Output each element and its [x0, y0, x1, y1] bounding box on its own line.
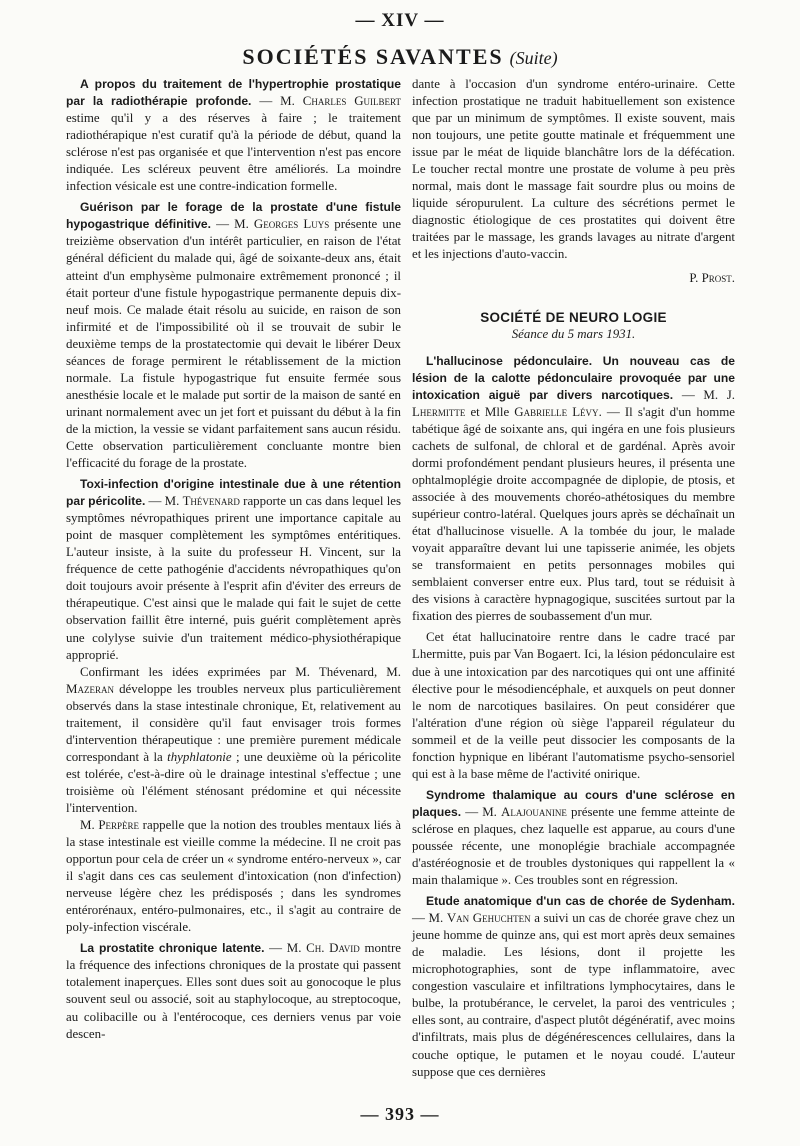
author-name: Thévenard: [182, 494, 240, 509]
author-name: Charles Guilbert: [302, 94, 402, 109]
article-toxi-infection: [66, 476, 401, 664]
author-name: Gabrielle Lévy: [514, 404, 599, 419]
text-run: M.: [80, 818, 99, 833]
right-column: [412, 76, 735, 1081]
session-date: Séance du 5 mars 1931.: [511, 326, 636, 341]
article-heading: Toxi-infection d'origine intestinale due à une rétention par péricolite.: [66, 477, 401, 509]
article-body: présente une femme atteinte de sclérose en plaques, chez laquelle est apparue, au cours d'une poussée récente, une monoplégie brachiale accompagnée d'astéréognosie et de troubles dystoniques qui rappellent la « main thalamique ». Ces troubles sont en régression.: [412, 804, 735, 888]
page-folio: — XIV —: [355, 10, 445, 31]
author-name: Alajouanine: [501, 804, 567, 819]
text-run: rappelle que la notion des troubles mentaux liés à la stase intestinale est vieille comme la médecine. Il ne croit pas opportun pour cela de créer un « syndrome entéro-nerveux », car il s'agit dans ces cas seulement d'intoxication (non d'infection) nerveuse légère chez les prédisposés ; dans les syndromes entérorénaux, entéro-pulmonaires, etc., il s'agit au contraire de poly-infection viscérale.: [66, 818, 401, 935]
section-title-suite: (Suite): [509, 48, 558, 68]
article-body: montre la fréquence des infections chroniques de la prostate qui passent totalement inaperçues. Elles sont dues soit au gonocoque le plus souvent seul ou associé, soit au staphylocoque, au streptocoque, au colibacille ou à l'entérocoque, ces derniers venus par voie descen-: [66, 941, 401, 1041]
article-body: présente une treizième observation d'un intérêt particulier, en raison de l'état général déficient du malade qui, âgé de soixante-deux ans, était atteint d'un emphysème pulmonaire extrêmement prononcé ; il était porteur d'une fistule hypogastrique permanente depuis dix-neuf mois. Ce malade était résolu au suicide, en raison de son infirmité et de l'impossibilité où il se trouvait de subir le deuxième temps de la prostatectomie qui devait le libérer Deux séances de forage permirent le rétablissement de la miction normale. La fistule hypogastrique fut ensuite fermée sous anesthésie locale et le malade put sortir de la maison de santé en urinant normalement avec un jet fort et puissant du début à la fin de la miction, la vessie se vidant parfaitement sans aucun résidu. Cette observation particulièrement concluante montre bien l'efficacité du forage de la prostate.: [66, 217, 401, 471]
article-heading: La prostatite chronique latente.: [80, 941, 265, 956]
left-column: [66, 76, 401, 1043]
article-heading: Etude anatomique d'un cas de chorée de Sydenham.: [426, 894, 735, 909]
article-syndrome-thalamique: [412, 787, 735, 889]
article-heading: L'hallucinose pédonculaire. Un nouveau cas de lésion de la calotte pédonculaire provoquée par une intoxication aiguë par divers narcotiques.: [412, 353, 735, 402]
text-run: ; une deuxième où la péricolite est tolérée, c'est-à-dire où le drainage intestinal s'effectue ; une troisième où l'élément sténosant prédomine et qui nécessite l'intervention.: [66, 749, 401, 815]
text-run: développe les troubles nerveux plus particulièrement observés dans la stase intestinale chronique, Et, relativement au traitement, il considère qu'il faut envisager trois formes d'intervention thérapeutique : une première purement médicale correspondant à la: [66, 681, 401, 764]
article-prostatite-latente: [66, 940, 401, 1042]
dash: — M.: [461, 804, 502, 819]
article-hallucinose: [412, 353, 735, 626]
author-name: Van Gehuchten: [446, 911, 531, 926]
author-name: Georges Luys: [253, 217, 330, 232]
society-title: SOCIÉTÉ DE NEURO LOGIE: [480, 309, 667, 325]
author-name: Ch. David: [306, 941, 360, 956]
article-body: rapporte un cas dans lequel les symptômes névropathiques prirent une importance capitale au point de masquer complètement les symptômes entéritiques. L'auteur insiste, à la suite du professeur H. Vincent, sur la fréquence de cette pathogénie d'accidents névropathiques qu'on doit toujours avoir présente à l'esprit afin d'éviter des erreurs de thérapeutique. C'est ainsi que le malade qui fait le sujet de cette observation faillit être interné, puis guérit complètement après une colylyse suivie d'un traitement médico-physiothérapique approprié.: [66, 494, 402, 662]
dash: — M. J.: [673, 387, 736, 402]
text-run: et Mlle: [465, 404, 515, 419]
article-body: . — Il s'agit d'un homme tabétique âgé de soixante ans, qui ingéra en une fois plusieurs cachets de sulfonal, de chloral et de gardénal. Après avoir dormi profondément pendant plusieurs heures, il présenta une ophtalmoplégie droite accompagnée de diplopie, de ptosis, et associée à des mouvements choréo-athétosiques du membre supérieur contro-latéral. Quelques jours après se déchaînait un état d'hallucinose visuelle. A la tombée du jour, le malade voyait apparaître devant lui une tapisserie animée, les objets se transformaient en petits personnages mobiles qui semblaient converser entre eux. Plus tard, tout se réduisit à des visions à caractère hypnagogique, suscitées surtout par la fixation des pierres de soubassement d'un mur.: [412, 404, 735, 624]
paragraph-mazeran: [66, 664, 401, 817]
dash: — M.: [145, 494, 183, 509]
dash: — M.: [211, 217, 254, 232]
article-heading: A propos du traitement de l'hypertrophie prostatique par la radiothérapie profonde.: [66, 77, 401, 109]
section-title-main: SOCIÉTÉS SAVANTES: [242, 44, 504, 69]
article-heading: Syndrome thalamique au cours d'une sclérose en plaques.: [412, 787, 735, 819]
dash: — M.: [412, 911, 447, 926]
paragraph-hallucinatoire: Cet état hallucinatoire rentre dans le cadre tracé par Lhermitte, puis par Van Bogaert. Ici, la lésion pédonculaire est due à une intoxication par des narcotiques qui ont une affinité élective pour le mésodiencéphale, et auxquels on peut donner le nom de narcotiques basilaires. On peut considérer que l'altération d'une région où siège l'appareil régulateur du sommeil et de la veille peut dissocier les composants de la fonction hypnique en libérant l'automatisme psycho-sensoriel qui est à la base même de l'activité onirique.: [412, 630, 735, 781]
author-name: Perpère: [98, 818, 140, 833]
author-name: Mazeran: [66, 681, 114, 696]
paragraph-perpere: [66, 817, 401, 936]
text-run: Confirmant les idées exprimées par M. Thévenard, M.: [80, 664, 401, 679]
article-heading: Guérison par le forage de la prostate d'une fistule hypogastrique définitive.: [66, 200, 401, 232]
article-prostatite-continued: dante à l'occasion d'un syndrome entéro-urinaire. Cette infection prostatique ne traduit habituellement son existence que par un minimum de symptômes. Il existe souvent, mais non toujours, une petite goutte matinale et fréquemment une issue par le méat de liquide blanchâtre lors de la défécation. Le toucher rectal montre une prostate de volume à peu près normal, mais dont le massage fait sourdre plus ou moins de liquide séropurulent. La culture des sécrétions permet le diagnostic étiologique de ces prostatites qui doivent être traitées par le massage, les grands lavages au nitrate d'argent et les injections d'auto-vaccin.: [412, 77, 735, 262]
dash: — M.: [251, 94, 303, 109]
article-body: a suivi un cas de chorée grave chez un jeune homme de quinze ans, qui est mort après deux semaines de maladie. Les lésions, dont il projette les microphotographies, sont de type inflammatoire, avec congestion vasculaire et infiltrations lymphocytaires, dans le bulbe, la protubérance, le cervelet, la paroi des ventricules ; elles sont, au contraire, d'aspect plutôt dégénératif, avec moins d'infiltrats, mais plus de dégénérescences cellulaires, dans la couche optique, le putamen et le noyau coudé. L'auteur suppose que ces dernières: [412, 911, 735, 1079]
italic-term: thyphlatonie: [167, 749, 232, 764]
author-name: Lhermitte: [412, 404, 466, 419]
signature: P. Prost.: [689, 270, 735, 285]
article-body: estime qu'il y a des réserves à faire ; le traitement radiothérapique n'est curatif qu'à la période de début, quand la sclérose n'est pas organisée et que l'intervention n'est pas encore indiquée. Les scléreux peuvent être améliorés. La moindre infection vésicale est une contre-indication formelle.: [66, 111, 401, 194]
dash: — M.: [264, 941, 307, 956]
article-fistule-forage: [66, 199, 401, 472]
article-choree-sydenham: [412, 893, 735, 1081]
article-prostate-radiotherapy: [66, 76, 401, 195]
section-title: [0, 44, 800, 70]
page-number: — 393 —: [360, 1104, 440, 1124]
